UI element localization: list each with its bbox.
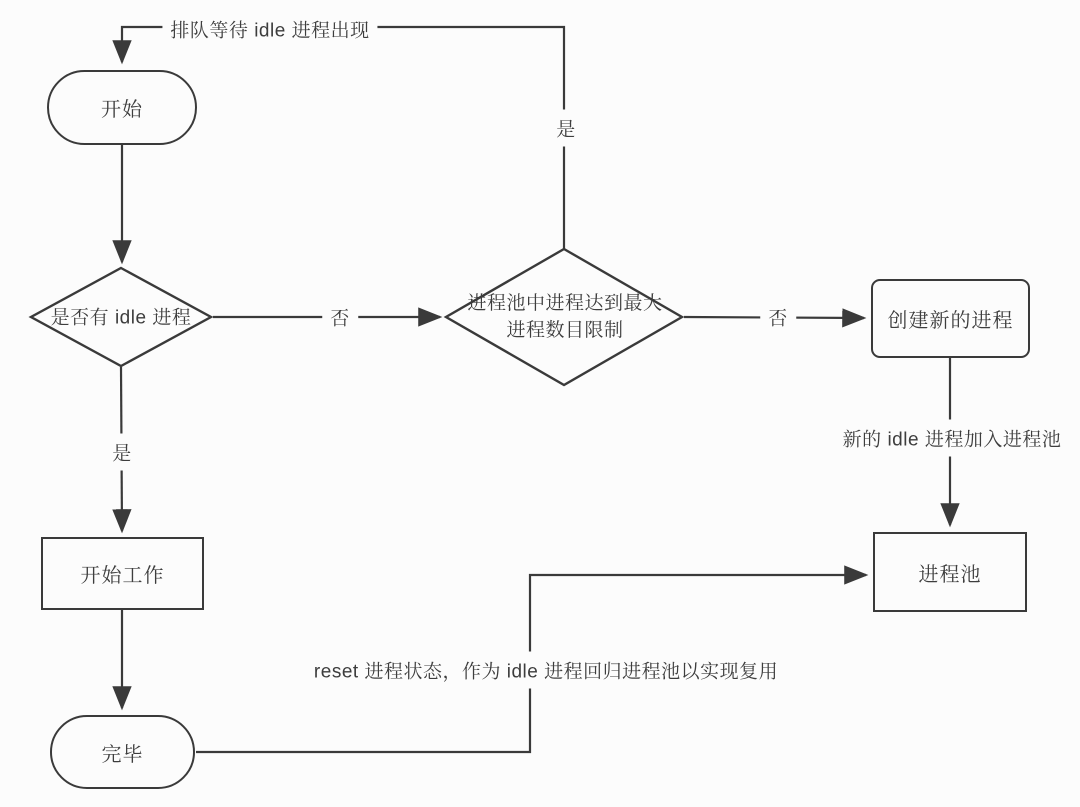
diamond-max-limit-label-line1: 进程池中进程达到最大 [467, 293, 663, 314]
edge-label-yes-loop: 是 [554, 110, 578, 147]
edge-label-new-idle-join: 新的 idle 进程加入进程池 [841, 420, 1064, 457]
diamond-max-limit-label [467, 290, 662, 344]
edge-maxlimit-loop-to-start [122, 27, 564, 249]
edge-label-no-to-create: 否 [760, 304, 796, 331]
edge-label-yes-to-work: 是 [110, 434, 134, 471]
node-done [50, 715, 195, 789]
node-create-new-process [871, 279, 1030, 358]
node-start-work-label: 开始工作 [80, 565, 165, 587]
node-start-label: 开始 [101, 99, 143, 121]
diamond-max-limit-label-line2: 进程数目限制 [506, 320, 624, 341]
node-start [47, 70, 197, 145]
node-process-pool-label: 进程池 [918, 563, 982, 586]
node-process-pool [873, 532, 1027, 612]
node-done-label: 完毕 [101, 743, 144, 766]
node-start-work [41, 537, 204, 610]
edge-label-queue-wait: 排队等待 idle 进程出现 [162, 16, 377, 43]
diamond-has-idle-label: 是否有 idle 进程 [50, 307, 192, 329]
node-create-new-process-label: 创建新的进程 [887, 310, 1014, 332]
edge-label-reset-note: reset 进程状态，作为 idle 进程回归进程池以实现复用 [312, 652, 780, 689]
edge-label-no-to-maxlimit: 否 [322, 304, 358, 331]
